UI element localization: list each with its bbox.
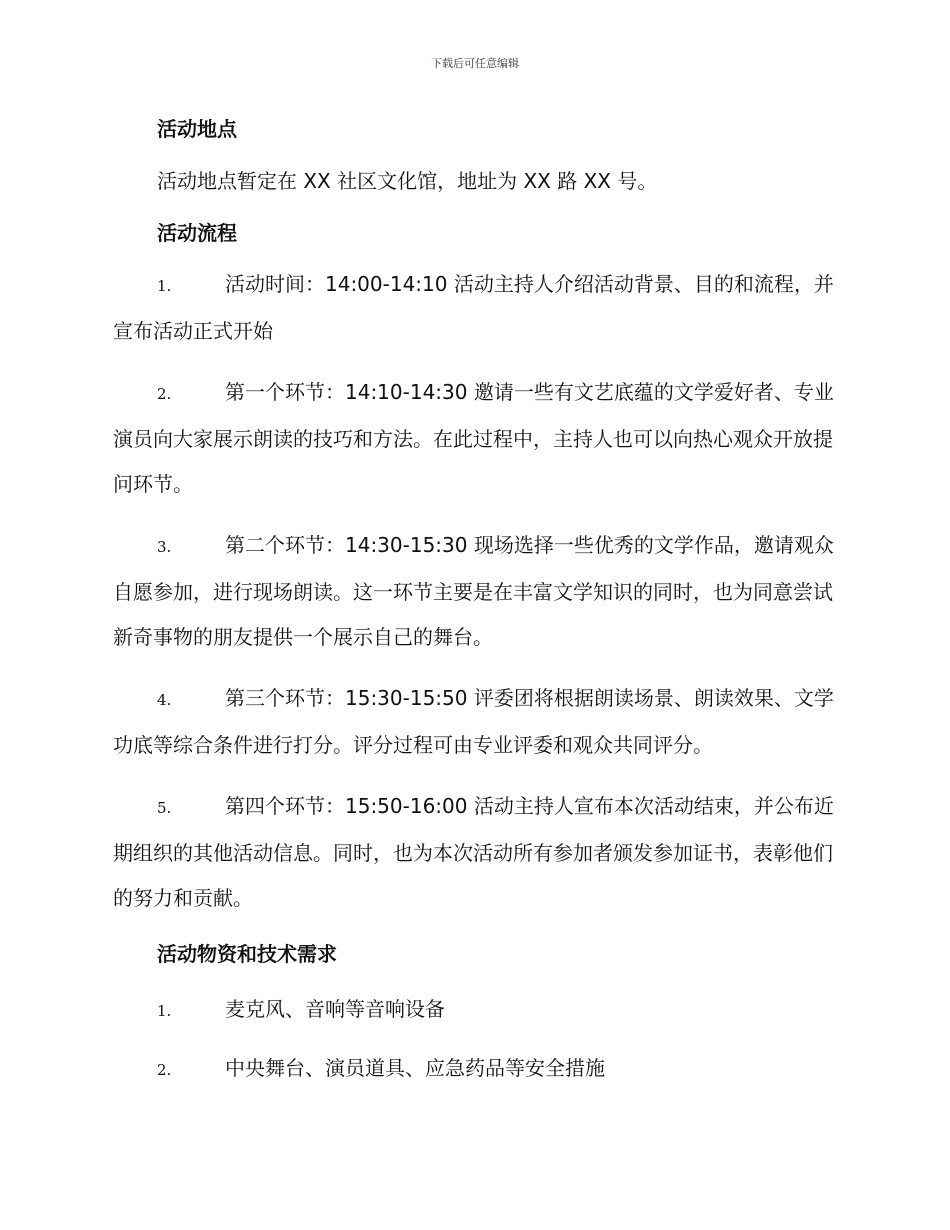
section-heading-materials: 活动物资和技术需求	[157, 942, 337, 966]
document-body	[113, 112, 835, 1093]
location-paragraph: 活动地点暂定在 XX 社区文化馆，地址为 XX 路 XX 号。	[157, 169, 658, 193]
list-number: 3.	[157, 538, 172, 556]
list-item-text: 第二个环节：14:30-15:30 现场选择一些优秀的文学作品，邀请观众自愿参加，进行现场朗读。这一环节主要是在丰富文学知识的同时，也为同意尝试新奇事物的朋友提供一个展示自己的舞台。	[113, 533, 834, 649]
list-item-text: 活动时间：14:00-14:10 活动主持人介绍活动背景、目的和流程，并宣布活动正式开始	[113, 272, 834, 343]
materials-item	[113, 987, 835, 1034]
list-number: 2.	[157, 1061, 172, 1079]
flow-item	[113, 370, 835, 507]
materials-item	[113, 1046, 835, 1093]
list-item-text: 第四个环节：15:50-16:00 活动主持人宣布本次活动结束，并公布近期组织的其他活动信息。同时，也为本次活动所有参加者颁发参加证书，表彰他们的努力和贡献。	[113, 794, 834, 910]
section-heading-flow: 活动流程	[157, 221, 237, 245]
header-note: 下载后可任意编辑	[431, 57, 519, 70]
list-number: 5.	[157, 799, 172, 817]
flow-item	[113, 523, 835, 660]
list-item-text: 中央舞台、演员道具、应急药品等安全措施	[225, 1056, 605, 1080]
flow-item	[113, 676, 835, 768]
list-number: 1.	[157, 1002, 172, 1020]
flow-item	[113, 784, 835, 921]
list-item-text: 第一个环节：14:10-14:30 邀请一些有文艺底蕴的文学爱好者、专业演员向大家展示朗读的技巧和方法。在此过程中，主持人也可以向热心观众开放提问环节。	[113, 380, 834, 496]
list-item-text: 麦克风、音响等音响设备	[225, 997, 445, 1021]
section-heading-location: 活动地点	[157, 117, 237, 141]
flow-item	[113, 262, 835, 354]
list-item-text: 第三个环节：15:30-15:50 评委团将根据朗读场景、朗读效果、文学功底等综合条件进行打分。评分过程可由专业评委和观众共同评分。	[113, 686, 834, 757]
list-number: 2.	[157, 385, 172, 403]
list-number: 1.	[157, 277, 172, 295]
list-number: 4.	[157, 691, 172, 709]
